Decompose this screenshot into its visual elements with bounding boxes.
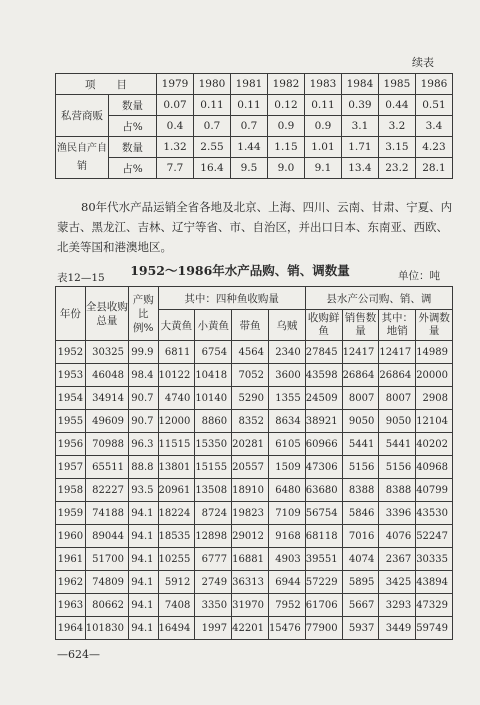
table-cell: 18910	[232, 479, 269, 502]
table-cell: 0.7	[230, 116, 267, 137]
table-cell: 5667	[342, 594, 379, 617]
table-cell: 26864	[379, 364, 416, 387]
table-cell: 20961	[158, 479, 195, 502]
table-row	[56, 95, 453, 116]
table-cell: 0.51	[415, 95, 452, 116]
year-cell: 1979	[157, 74, 194, 95]
year-cell: 1960	[56, 525, 86, 548]
table-row	[56, 364, 453, 387]
header-year: 年份	[56, 287, 86, 341]
table-cell: 94.1	[128, 502, 158, 525]
header-county-total: 全县收购总量	[85, 287, 128, 341]
table-cell: 3.2	[378, 116, 415, 137]
table-cell: 34914	[85, 387, 128, 410]
year-cell: 1962	[56, 571, 86, 594]
year-cell: 1980	[194, 74, 231, 95]
table-cell: 90.7	[128, 387, 158, 410]
table-cell: 1.15	[267, 137, 304, 158]
table-cell: 16.4	[194, 158, 231, 179]
table-cell: 15476	[268, 617, 305, 640]
table-cell: 74188	[85, 502, 128, 525]
table-cell: 65511	[85, 456, 128, 479]
table-cell: 4074	[342, 548, 379, 571]
group-label: 渔民自产自销	[56, 137, 109, 179]
table-cell: 3425	[379, 571, 416, 594]
table-cell: 47306	[305, 456, 342, 479]
year-cell: 1961	[56, 548, 86, 571]
table-cell: 8388	[379, 479, 416, 502]
table-row	[56, 525, 453, 548]
table-cell: 94.1	[128, 525, 158, 548]
table-cell: 24509	[305, 387, 342, 410]
table-cell: 3449	[379, 617, 416, 640]
table-cell: 68118	[305, 525, 342, 548]
table-cell: 8860	[195, 410, 232, 433]
table-cell: 40968	[416, 456, 453, 479]
table-row	[56, 116, 453, 137]
table-cell: 5895	[342, 571, 379, 594]
row-label: 占%	[109, 158, 157, 179]
table-row	[56, 502, 453, 525]
table-cell: 49609	[85, 410, 128, 433]
header-sales: 销售数量	[342, 310, 379, 341]
table-cell: 6811	[158, 341, 195, 364]
table-header-row	[56, 287, 453, 310]
table-cell: 4076	[379, 525, 416, 548]
table-cell: 59749	[416, 617, 453, 640]
table-cell: 23.2	[378, 158, 415, 179]
year-cell: 1984	[341, 74, 378, 95]
year-cell: 1985	[378, 74, 415, 95]
table-cell: 9.1	[304, 158, 341, 179]
table-cell: 4903	[268, 548, 305, 571]
continuation-label: 续表	[412, 56, 434, 69]
table-cell: 5846	[342, 502, 379, 525]
year-cell: 1952	[56, 341, 86, 364]
table-cell: 5441	[342, 433, 379, 456]
table-cell: 1.71	[341, 137, 378, 158]
header-four-fish: 其中：四种鱼收购量	[158, 287, 305, 310]
table-cell: 60966	[305, 433, 342, 456]
header-big-yellow: 大黄鱼	[158, 310, 195, 341]
table-cell: 9168	[268, 525, 305, 548]
table-cell: 94.1	[128, 594, 158, 617]
header-squid: 乌贼	[268, 310, 305, 341]
table-cell: 15155	[195, 456, 232, 479]
year-cell: 1954	[56, 387, 86, 410]
table-cell: 42201	[232, 617, 269, 640]
table-cell: 51700	[85, 548, 128, 571]
table-row	[56, 594, 453, 617]
table-cell: 98.4	[128, 364, 158, 387]
table-continued	[55, 73, 453, 179]
header-local-sales: 其中：地销	[379, 310, 416, 341]
table-cell: 6105	[268, 433, 305, 456]
header-buy-fresh: 收购鲜鱼	[305, 310, 342, 341]
table-cell: 18224	[158, 502, 195, 525]
table-cell: 5156	[342, 456, 379, 479]
table-cell: 31970	[232, 594, 269, 617]
table-row	[56, 433, 453, 456]
table-cell: 8007	[379, 387, 416, 410]
year-cell: 1963	[56, 594, 86, 617]
unit-label: 单位：吨	[398, 270, 440, 282]
table-cell: 0.9	[267, 116, 304, 137]
table-cell: 10140	[195, 387, 232, 410]
table-cell: 20000	[416, 364, 453, 387]
table-title: 1952～1986年水产品购、销、调数量	[130, 263, 350, 278]
table-cell: 12417	[342, 341, 379, 364]
table-cell: 5937	[342, 617, 379, 640]
table-cell: 8634	[268, 410, 305, 433]
table-cell: 5441	[379, 433, 416, 456]
year-cell: 1958	[56, 479, 86, 502]
table-cell: 2.55	[194, 137, 231, 158]
table-cell: 19823	[232, 502, 269, 525]
table-cell: 63680	[305, 479, 342, 502]
table-cell: 2340	[268, 341, 305, 364]
table-row	[56, 137, 453, 158]
page-number: —624—	[57, 648, 100, 661]
table-cell: 47329	[416, 594, 453, 617]
table-cell: 5290	[232, 387, 269, 410]
table-cell: 93.5	[128, 479, 158, 502]
table-cell: 30325	[85, 341, 128, 364]
table-cell: 11515	[158, 433, 195, 456]
table-cell: 0.44	[378, 95, 415, 116]
table-cell: 6777	[195, 548, 232, 571]
table-cell: 80662	[85, 594, 128, 617]
table-cell: 82227	[85, 479, 128, 502]
table-cell: 13801	[158, 456, 195, 479]
table-cell: 3.1	[341, 116, 378, 137]
row-label: 数量	[109, 137, 157, 158]
table-cell: 38921	[305, 410, 342, 433]
table-cell: 1509	[268, 456, 305, 479]
table-body	[56, 341, 453, 640]
table-cell: 94.1	[128, 571, 158, 594]
table-cell: 61706	[305, 594, 342, 617]
table-cell: 74809	[85, 571, 128, 594]
table-cell: 20557	[232, 456, 269, 479]
table-cell: 46048	[85, 364, 128, 387]
table-cell: 99.9	[128, 341, 158, 364]
table-cell: 10255	[158, 548, 195, 571]
table-cell: 9.0	[267, 158, 304, 179]
table-cell: 7016	[342, 525, 379, 548]
table-cell: 43530	[416, 502, 453, 525]
table-cell: 57229	[305, 571, 342, 594]
table-cell: 40202	[416, 433, 453, 456]
table-cell: 9050	[379, 410, 416, 433]
table-cell: 10122	[158, 364, 195, 387]
table-cell: 0.9	[304, 116, 341, 137]
table-cell: 0.11	[194, 95, 231, 116]
group-label: 私营商贩	[56, 95, 109, 137]
table-cell: 12000	[158, 410, 195, 433]
year-cell: 1964	[56, 617, 86, 640]
year-cell: 1983	[304, 74, 341, 95]
table-cell: 28.1	[415, 158, 452, 179]
header-small-yellow: 小黄鱼	[195, 310, 232, 341]
header-item: 项 目	[56, 74, 157, 95]
body-paragraph: 80年代水产品运销全省各地及北京、上海、四川、云南、甘肃、宁夏、内蒙古、黑龙江、吉林、辽宁等省、市、自治区，并出口日本、东南亚、西欧、北美等国和港澳地区。	[57, 200, 453, 254]
table-cell: 36313	[232, 571, 269, 594]
table-cell: 0.07	[157, 95, 194, 116]
table-cell: 2749	[195, 571, 232, 594]
table-cell: 12898	[195, 525, 232, 548]
table-cell: 39551	[305, 548, 342, 571]
table-cell: 18535	[158, 525, 195, 548]
table-cell: 0.11	[304, 95, 341, 116]
table-cell: 3600	[268, 364, 305, 387]
header-company: 县水产公司购、销、调	[305, 287, 452, 310]
table-number: 表12—15	[57, 272, 105, 284]
table-row	[56, 617, 453, 640]
year-cell: 1982	[267, 74, 304, 95]
table-cell: 16494	[158, 617, 195, 640]
table-cell: 13508	[195, 479, 232, 502]
table-cell: 4.23	[415, 137, 452, 158]
row-label: 数量	[109, 95, 157, 116]
table-cell: 90.7	[128, 410, 158, 433]
table-cell: 12104	[416, 410, 453, 433]
table-cell: 7109	[268, 502, 305, 525]
table-cell: 5912	[158, 571, 195, 594]
table-cell: 3350	[195, 594, 232, 617]
table-row	[56, 341, 453, 364]
table-cell: 89044	[85, 525, 128, 548]
table-cell: 7052	[232, 364, 269, 387]
table-cell: 6480	[268, 479, 305, 502]
table-cell: 70988	[85, 433, 128, 456]
table-cell: 101830	[85, 617, 128, 640]
table-cell: 6944	[268, 571, 305, 594]
table-cell: 77900	[305, 617, 342, 640]
table-cell: 0.12	[267, 95, 304, 116]
year-cell: 1956	[56, 433, 86, 456]
table-cell: 1.44	[230, 137, 267, 158]
header-output-ratio: 产购比例%	[128, 287, 158, 341]
row-label: 占%	[109, 116, 157, 137]
table-row	[56, 548, 453, 571]
table-cell: 56754	[305, 502, 342, 525]
table-cell: 20281	[232, 433, 269, 456]
table-cell: 3396	[379, 502, 416, 525]
table-cell: 40799	[416, 479, 453, 502]
table-cell: 15350	[195, 433, 232, 456]
table-cell: 0.7	[194, 116, 231, 137]
table-cell: 3.4	[415, 116, 452, 137]
table-header-row	[56, 74, 453, 95]
table-cell: 8724	[195, 502, 232, 525]
year-cell: 1955	[56, 410, 86, 433]
table-cell: 29012	[232, 525, 269, 548]
table-cell: 9.5	[230, 158, 267, 179]
year-cell: 1981	[230, 74, 267, 95]
table-cell: 5156	[379, 456, 416, 479]
header-transfer: 外调数量	[416, 310, 453, 341]
table-cell: 9050	[342, 410, 379, 433]
table-cell: 2908	[416, 387, 453, 410]
table-cell: 7.7	[157, 158, 194, 179]
table-cell: 4740	[158, 387, 195, 410]
table-cell: 0.11	[230, 95, 267, 116]
table-row	[56, 456, 453, 479]
table-cell: 12417	[379, 341, 416, 364]
header-ribbon: 带鱼	[232, 310, 269, 341]
table-cell: 13.4	[341, 158, 378, 179]
table-cell: 10418	[195, 364, 232, 387]
year-cell: 1957	[56, 456, 86, 479]
table-cell: 6754	[195, 341, 232, 364]
table-cell: 1997	[195, 617, 232, 640]
table-row	[56, 158, 453, 179]
table-cell: 43894	[416, 571, 453, 594]
table-cell: 14989	[416, 341, 453, 364]
table-cell: 94.1	[128, 617, 158, 640]
table-cell: 94.1	[128, 548, 158, 571]
table-cell: 26864	[342, 364, 379, 387]
table-cell: 88.8	[128, 456, 158, 479]
table-cell: 43598	[305, 364, 342, 387]
year-cell: 1986	[415, 74, 452, 95]
table-row	[56, 410, 453, 433]
table-cell: 0.4	[157, 116, 194, 137]
table-cell: 1.01	[304, 137, 341, 158]
table-cell: 0.39	[341, 95, 378, 116]
table-cell: 3293	[379, 594, 416, 617]
table-cell: 7952	[268, 594, 305, 617]
table-cell: 96.3	[128, 433, 158, 456]
table-cell: 27845	[305, 341, 342, 364]
table-row	[56, 387, 453, 410]
table-cell: 7408	[158, 594, 195, 617]
purchase-sales-table	[55, 286, 453, 640]
table-cell: 4564	[232, 341, 269, 364]
table-cell: 30335	[416, 548, 453, 571]
table-cell: 8388	[342, 479, 379, 502]
table-row	[56, 571, 453, 594]
table-cell: 3.15	[378, 137, 415, 158]
table-cell: 8352	[232, 410, 269, 433]
year-cell: 1959	[56, 502, 86, 525]
table-cell: 8007	[342, 387, 379, 410]
table-cell: 52247	[416, 525, 453, 548]
table-cell: 2367	[379, 548, 416, 571]
table-cell: 16881	[232, 548, 269, 571]
table-cell: 1355	[268, 387, 305, 410]
year-cell: 1953	[56, 364, 86, 387]
table-cell: 1.32	[157, 137, 194, 158]
table-row	[56, 479, 453, 502]
